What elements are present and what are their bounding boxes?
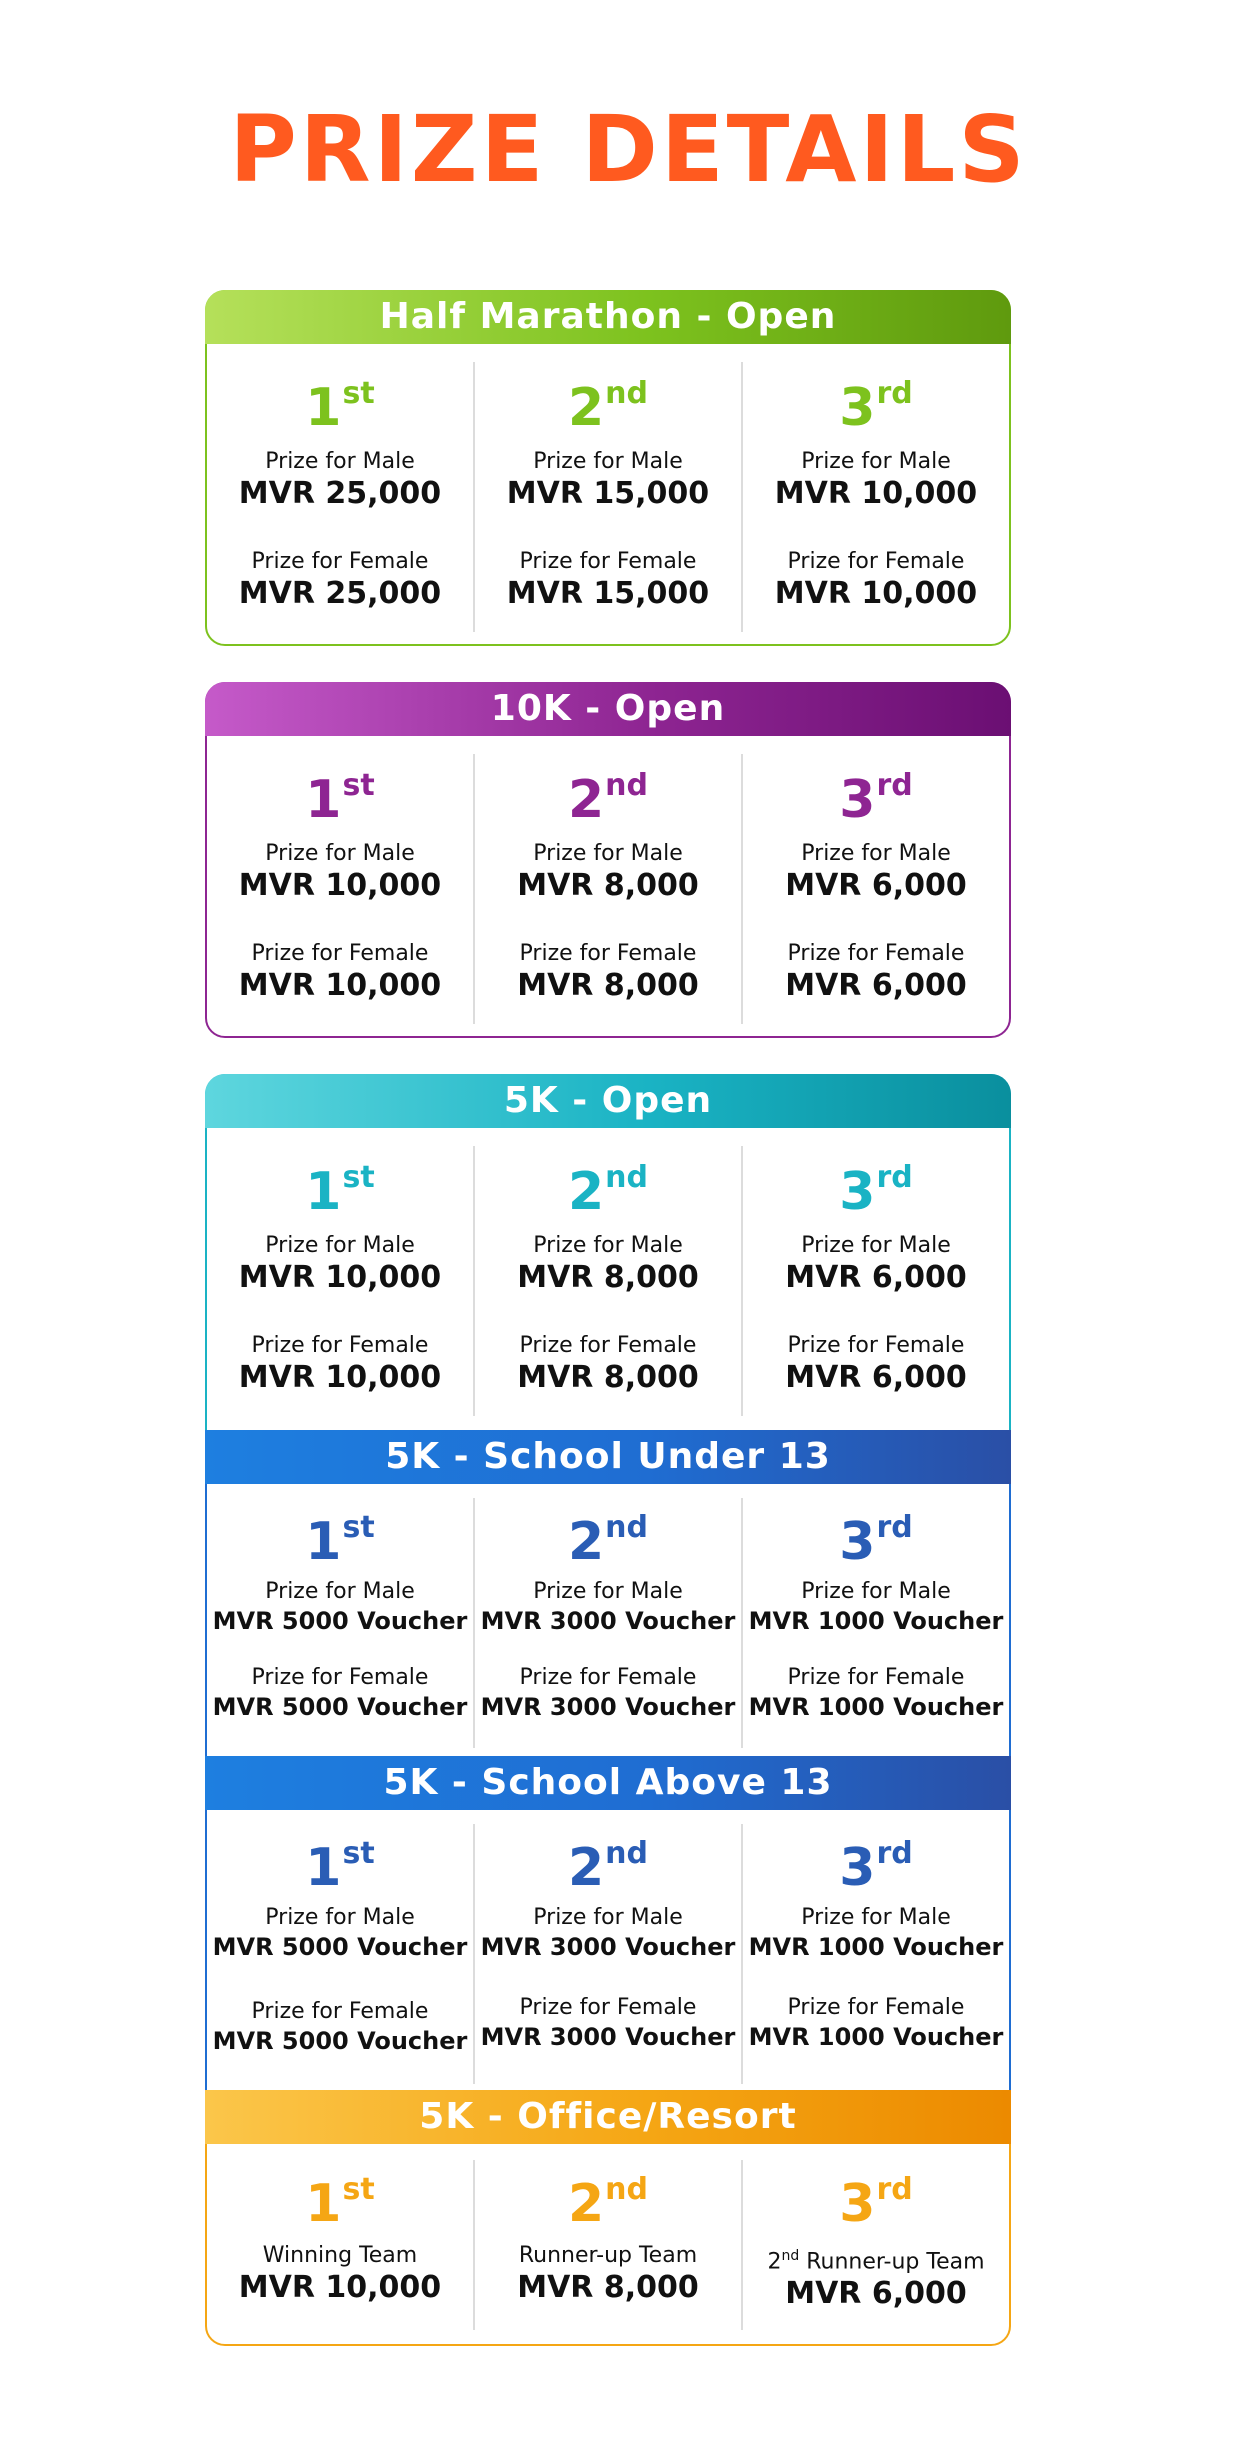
male-prize-amount: MVR 6,000	[785, 1260, 967, 1295]
team-prize-amount: MVR 8,000	[517, 2270, 699, 2305]
male-prize-amount: MVR 10,000	[238, 868, 442, 903]
female-prize-label: Prize for Female	[519, 1665, 697, 1690]
team-prize-amount: MVR 10,000	[238, 2270, 442, 2305]
rank-2nd: 2nd	[567, 1836, 649, 1898]
prize-column-1st	[207, 362, 473, 632]
male-prize-label: Prize for Male	[265, 841, 415, 866]
section-5k-school-under-13	[205, 1430, 1011, 1756]
male-prize-label: Prize for Male	[801, 1579, 951, 1604]
male-prize-amount: MVR 15,000	[506, 476, 710, 511]
section-10k-open	[205, 682, 1011, 1038]
section-header-10k-open: 10K - Open	[205, 682, 1011, 736]
prize-column-2nd	[473, 1146, 741, 1416]
team-prize-label: Winning Team	[262, 2243, 418, 2268]
female-prize-label: Prize for Female	[251, 1999, 429, 2024]
male-prize-amount: MVR 25,000	[238, 476, 442, 511]
rank-2nd: 2nd	[567, 376, 649, 438]
team-prize-amount: MVR 6,000	[785, 2276, 967, 2312]
male-prize-label: Prize for Male	[265, 1579, 415, 1604]
male-prize-label: Prize for Male	[533, 1233, 683, 1258]
rank-1st: 1st	[305, 1510, 375, 1572]
male-prize-amount: MVR 3000 Voucher	[480, 1933, 736, 1961]
female-prize-amount: MVR 8,000	[517, 968, 699, 1003]
prize-column-1st	[207, 1824, 473, 2084]
female-prize-label: Prize for Female	[251, 549, 429, 574]
rank-1st: 1st	[305, 1160, 375, 1222]
female-prize-amount: MVR 25,000	[238, 576, 442, 611]
rank-1st: 1st	[305, 2172, 375, 2234]
prize-column-3rd	[741, 2160, 1009, 2330]
female-prize-label: Prize for Female	[519, 549, 697, 574]
male-prize-label: Prize for Male	[265, 1233, 415, 1258]
female-prize-amount: MVR 15,000	[506, 576, 710, 611]
female-prize-amount: MVR 8,000	[517, 1360, 699, 1395]
rank-2nd: 2nd	[567, 768, 649, 830]
prize-column-2nd	[473, 1824, 741, 2084]
male-prize-label: Prize for Male	[265, 1905, 415, 1930]
prize-column-2nd	[473, 1498, 741, 1748]
rank-2nd: 2nd	[567, 1510, 649, 1572]
male-prize-amount: MVR 1000 Voucher	[748, 1933, 1004, 1961]
female-prize-amount: MVR 3000 Voucher	[480, 1693, 736, 1721]
female-prize-label: Prize for Female	[787, 549, 965, 574]
female-prize-label: Prize for Female	[519, 1333, 697, 1358]
male-prize-label: Prize for Male	[533, 841, 683, 866]
team-prize-label: 2nd Runner-up Team	[767, 2248, 985, 2275]
female-prize-amount: MVR 10,000	[238, 968, 442, 1003]
female-prize-label: Prize for Female	[519, 941, 697, 966]
prize-column-3rd	[741, 754, 1009, 1024]
female-prize-amount: MVR 10,000	[238, 1360, 442, 1395]
male-prize-amount: MVR 10,000	[238, 1260, 442, 1295]
prize-column-1st	[207, 754, 473, 1024]
section-half-marathon	[205, 290, 1011, 646]
male-prize-label: Prize for Male	[801, 1233, 951, 1258]
section-header-office-resort: 5K - Office/Resort	[205, 2090, 1011, 2144]
prize-column-2nd	[473, 362, 741, 632]
male-prize-amount: MVR 8,000	[517, 868, 699, 903]
rank-1st: 1st	[305, 1836, 375, 1898]
rank-3rd: 3rd	[839, 2172, 913, 2234]
prize-column-3rd	[741, 1146, 1009, 1416]
female-prize-label: Prize for Female	[787, 941, 965, 966]
male-prize-amount: MVR 8,000	[517, 1260, 699, 1295]
female-prize-label: Prize for Female	[251, 941, 429, 966]
male-prize-label: Prize for Male	[533, 1579, 683, 1604]
male-prize-amount: MVR 10,000	[774, 476, 978, 511]
section-header-school-under-13: 5K - School Under 13	[205, 1430, 1011, 1484]
female-prize-amount: MVR 1000 Voucher	[748, 1693, 1004, 1721]
female-prize-amount: MVR 6,000	[785, 1360, 967, 1395]
rank-3rd: 3rd	[839, 1510, 913, 1572]
team-prize-label: Runner-up Team	[518, 2243, 698, 2268]
section-5k-office-resort	[205, 2090, 1011, 2346]
male-prize-label: Prize for Male	[533, 1905, 683, 1930]
male-prize-label: Prize for Male	[265, 449, 415, 474]
male-prize-amount: MVR 6,000	[785, 868, 967, 903]
prize-column-3rd	[741, 1498, 1009, 1748]
female-prize-label: Prize for Female	[787, 1333, 965, 1358]
rank-1st: 1st	[305, 376, 375, 438]
section-5k-school-above-13	[205, 1756, 1011, 2090]
page-title: PRIZE DETAILS	[229, 96, 1028, 203]
rank-3rd: 3rd	[839, 1160, 913, 1222]
male-prize-label: Prize for Male	[533, 449, 683, 474]
female-prize-amount: MVR 5000 Voucher	[212, 2027, 468, 2055]
female-prize-label: Prize for Female	[787, 1665, 965, 1690]
rank-3rd: 3rd	[839, 376, 913, 438]
prize-column-2nd	[473, 754, 741, 1024]
rank-2nd: 2nd	[567, 2172, 649, 2234]
female-prize-amount: MVR 5000 Voucher	[212, 1693, 468, 1721]
rank-2nd: 2nd	[567, 1160, 649, 1222]
male-prize-amount: MVR 3000 Voucher	[480, 1607, 736, 1635]
section-header-5k-open: 5K - Open	[205, 1074, 1011, 1128]
rank-1st: 1st	[305, 768, 375, 830]
female-prize-label: Prize for Female	[519, 1995, 697, 2020]
prize-column-1st	[207, 1146, 473, 1416]
rank-3rd: 3rd	[839, 768, 913, 830]
female-prize-label: Prize for Female	[787, 1995, 965, 2020]
male-prize-label: Prize for Male	[801, 841, 951, 866]
female-prize-amount: MVR 10,000	[774, 576, 978, 611]
prize-column-1st	[207, 2160, 473, 2330]
male-prize-amount: MVR 1000 Voucher	[748, 1607, 1004, 1635]
section-header-school-above-13: 5K - School Above 13	[205, 1756, 1011, 1810]
rank-3rd: 3rd	[839, 1836, 913, 1898]
female-prize-label: Prize for Female	[251, 1333, 429, 1358]
female-prize-amount: MVR 1000 Voucher	[748, 2023, 1004, 2051]
female-prize-amount: MVR 3000 Voucher	[480, 2023, 736, 2051]
male-prize-label: Prize for Male	[801, 1905, 951, 1930]
section-5k-open	[205, 1074, 1011, 1430]
male-prize-amount: MVR 5000 Voucher	[212, 1607, 468, 1635]
section-header-half-marathon: Half Marathon - Open	[205, 290, 1011, 344]
male-prize-amount: MVR 5000 Voucher	[212, 1933, 468, 1961]
female-prize-label: Prize for Female	[251, 1665, 429, 1690]
prize-column-3rd	[741, 362, 1009, 632]
prize-column-2nd	[473, 2160, 741, 2330]
prize-column-1st	[207, 1498, 473, 1748]
prize-column-3rd	[741, 1824, 1009, 2084]
male-prize-label: Prize for Male	[801, 449, 951, 474]
female-prize-amount: MVR 6,000	[785, 968, 967, 1003]
